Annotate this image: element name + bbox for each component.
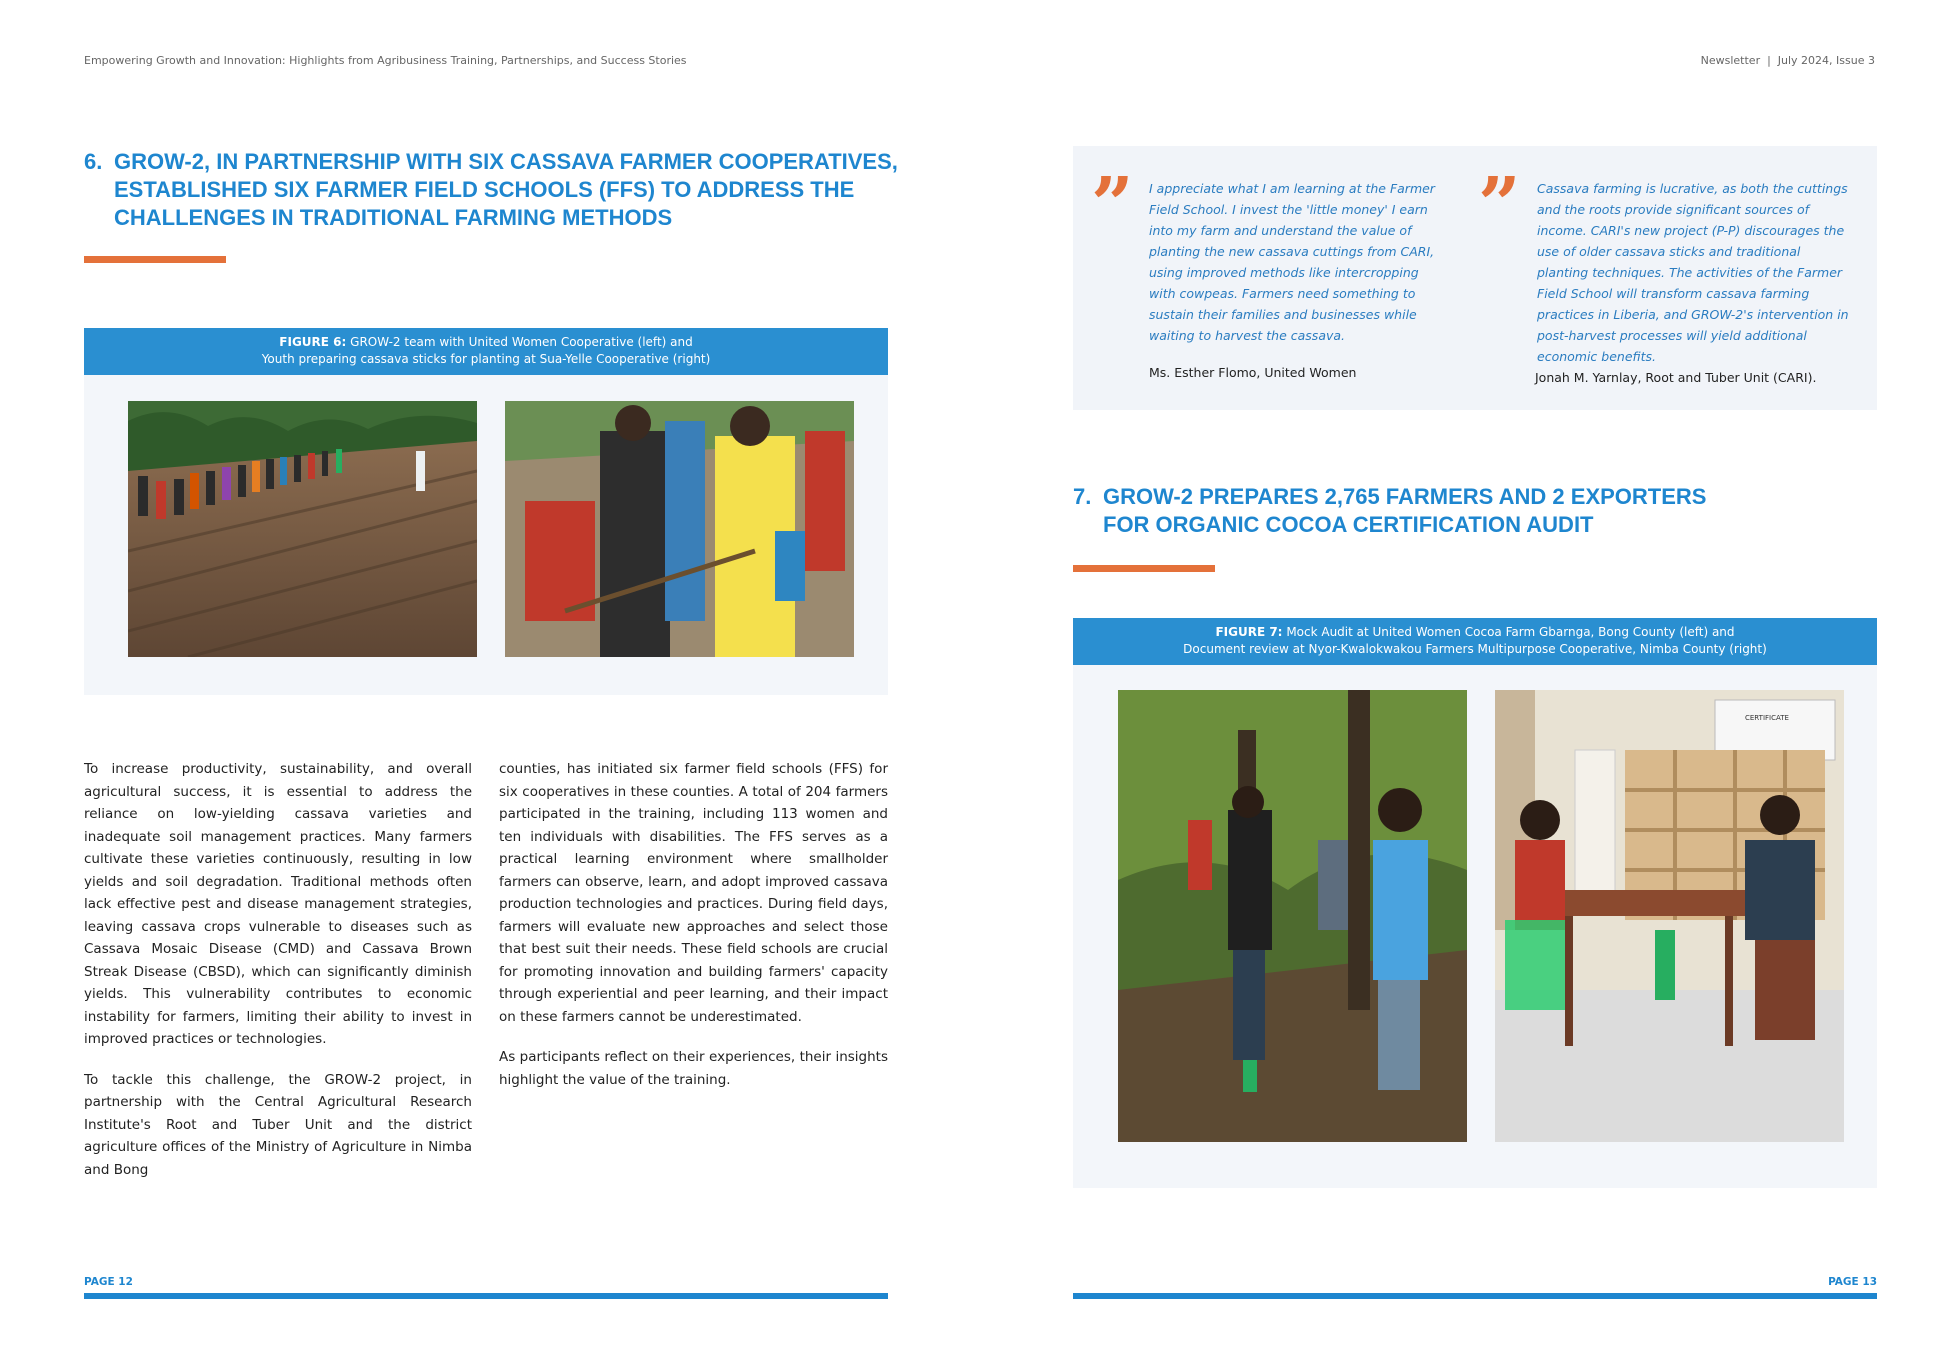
section-6-heading <box>84 148 904 238</box>
paragraph: counties, has initiated six farmer field schools (FFS) for six cooperatives in these counties. A total of 204 farmers participated in the training, including 113 women and ten individuals with disabilities. The FFS serves as a practical learning environment where smallholder farmers can observe, learn, and adopt improved cassava production technologies and practices. During field days, farmers will evaluate new approaches and select those that best suit their needs. These field schools are crucial for promoting innovation and building farmers' capacity through experiential and peer learning, and their impact on these farmers cannot be underestimated. <box>499 761 888 1025</box>
section-number: 7. <box>1073 484 1092 509</box>
testimonial-box <box>1073 146 1877 410</box>
title-line: GROW-2, IN PARTNERSHIP WITH SIX CASSAVA FARMER COOPERATIVES, <box>114 149 898 174</box>
quote-text: Cassava farming is lucrative, as both the cuttings and the roots provide significant sources of income. CARI's new project (P-P) discourages the use of older cassava sticks and traditional planting techniques. The activities of the Farmer Field School will transform cassava farming practices in Liberia, and GROW-2's intervention in post-harvest processes will yield additional economic benefits. <box>1537 181 1849 364</box>
caption-line: Document review at Nyor-Kwalokwakou Farmers Multipurpose Cooperative, Nimba County (right) <box>1183 642 1767 656</box>
quote-mark-icon: ” <box>1478 162 1521 248</box>
figure-7 <box>1073 618 1877 1188</box>
figure-6 <box>84 328 888 695</box>
title-line: CHALLENGES IN TRADITIONAL FARMING METHODS <box>114 205 673 230</box>
quote-mark-icon: ” <box>1091 162 1134 248</box>
footer-rule-right <box>1073 1293 1877 1299</box>
figure-caption <box>1073 618 1877 665</box>
page-number-right: PAGE 13 <box>1828 1276 1877 1288</box>
figure-label: FIGURE 6: <box>279 335 347 349</box>
quote-author: Jonah M. Yarnlay, Root and Tuber Unit (CARI). <box>1535 370 1817 385</box>
photo-document-review <box>1495 690 1844 1142</box>
page-number-left: PAGE 12 <box>84 1276 133 1288</box>
section-title <box>114 148 898 232</box>
title-line: FOR ORGANIC COCOA CERTIFICATION AUDIT <box>1103 512 1594 537</box>
caption-line: Mock Audit at United Women Cocoa Farm Gbarnga, Bong County (left) and <box>1286 625 1735 639</box>
section-7-heading <box>1073 483 1873 543</box>
body-column-left <box>84 758 472 1199</box>
photo-cassava-field-team <box>128 401 477 657</box>
quote-text: I appreciate what I am learning at the Farmer Field School. I invest the 'little money' I earn into my farm and understand the value of planting the new cassava cuttings from CARI, using improved methods like intercropping with cowpeas. Farmers need something to sustain their families and businesses while waiting to harvest the cassava. <box>1149 181 1435 343</box>
photo-youth-preparing-sticks <box>505 401 854 657</box>
footer-rule-left <box>84 1293 888 1299</box>
photo-mock-audit-cocoa-farm <box>1118 690 1467 1142</box>
running-header-right: Newsletter | July 2024, Issue 3 <box>1700 54 1875 67</box>
title-line: ESTABLISHED SIX FARMER FIELD SCHOOLS (FFS) TO ADDRESS THE <box>114 177 855 202</box>
paragraph: To increase productivity, sustainability, and overall agricultural success, it is essential to address the reliance on low-yielding cassava varieties and inadequate soil management practices. Many farmers cultivate these varieties continuously, resulting in low yields and soil degradation. Traditional methods often lack effective pest and disease management strategies, leaving cassava crops vulnerable to diseases such as Cassava Mosaic Disease (CMD) and Cassava Brown Streak Disease (CBSD), which can significantly diminish yields. This vulnerability contributes to economic instability for farmers, limiting their ability to invest in improved practices or technologies. <box>84 761 472 1047</box>
certificate-label: CERTIFICATE <box>1745 714 1789 722</box>
paragraph: To tackle this challenge, the GROW-2 project, in partnership with the Central Agricultural Research Institute's Root and Tuber Unit and the district agriculture offices of the Ministry of Agriculture in Nimba and Bong <box>84 1071 472 1178</box>
body-column-right <box>499 758 888 1109</box>
figure-label: FIGURE 7: <box>1215 625 1283 639</box>
section-divider <box>1073 565 1215 572</box>
quote-author: Ms. Esther Flomo, United Women <box>1149 365 1357 380</box>
caption-line: GROW-2 team with United Women Cooperative (left) and <box>350 335 693 349</box>
section-title <box>1103 483 1706 539</box>
paragraph: As participants reflect on their experiences, their insights highlight the value of the training. <box>499 1049 888 1088</box>
caption-line: Youth preparing cassava sticks for planting at Sua-Yelle Cooperative (right) <box>261 352 711 366</box>
section-number: 6. <box>84 149 103 174</box>
running-header-left: Empowering Growth and Innovation: Highlights from Agribusiness Training, Partnerships, and Success Stories <box>84 54 687 67</box>
title-line: GROW-2 PREPARES 2,765 FARMERS AND 2 EXPORTERS <box>1103 484 1707 509</box>
figure-caption <box>84 328 888 375</box>
section-divider <box>84 256 226 263</box>
